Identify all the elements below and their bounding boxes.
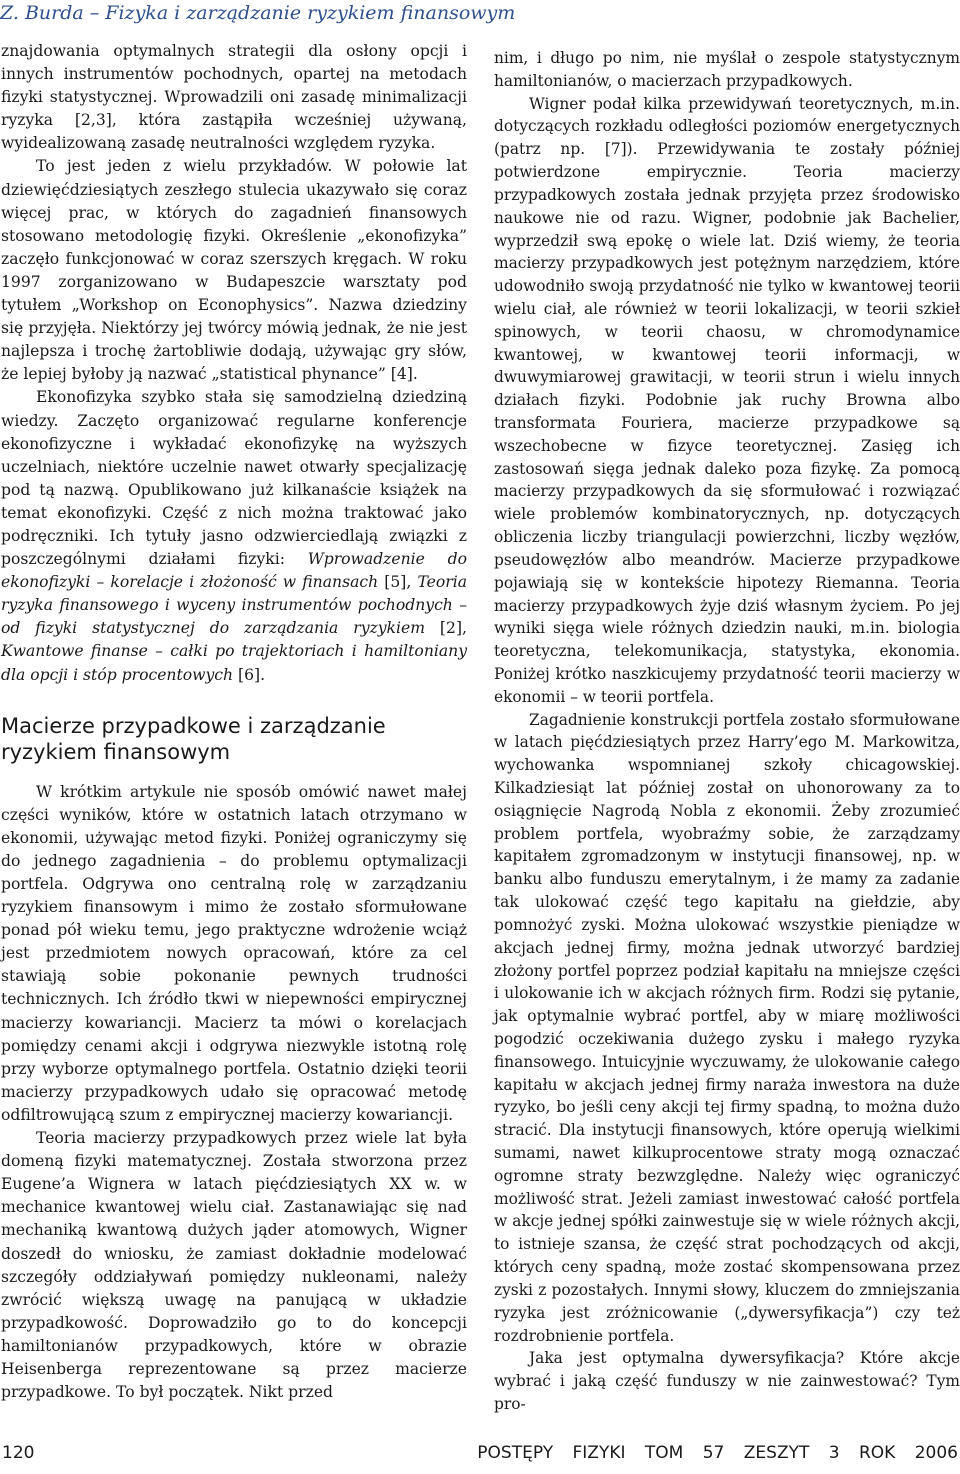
- paragraph: W krótkim artykule nie sposób omówić nawet małej części wyników, które w ostatnich latach otrzymano w ekonomii, używając metod fizyki. Poniżej ograniczymy się do jednego zagadnienia – do problemu optymalizacji portfela. Odgrywa ono centralną rolę w zarządzaniu ryzykiem finansowym i mimo że zostało sformułowane ponad pół wieku temu, jego praktyczne wdrożenie wciąż jest przedmiotem nowych opracowań, które za cel stawiają sobie pokonanie pewnych trudności technicznych. Ich źródło tkwi w niepewności empirycznej macierzy kowariancji. Macierz ta mówi o korelacjach pomiędzy cenami akcji i odgrywa niezwykle istotną rolę przy wyborze optymalnego portfela. Ostatnio dzięki teorii macierzy przypadkowych udało się opracować metodę odfiltrowującą szum z empirycznej macierzy kowariancji.: [1, 782, 467, 1124]
- left-column: [1, 40, 467, 1404]
- paragraph: Wigner podał kilka przewidywań teoretycznych, m.in. dotyczących rozkładu odległości poziomów energetycznych (patrz np. [7]). Przewidywania te zostały później potwierdzone empirycznie. Teoria macierzy przypadkowych została jednak przyjęta przez środowisko naukowe nie od razu. Wigner, podobnie jak Bachelier, wyprzedził swą epokę o wiele lat. Dziś wiemy, że teoria macierzy przypadkowych jest potężnym narzędziem, które udowodniło swoją przydatność nie tylko w kwantowej teorii wielu ciał, ale również w teorii lokalizacji, w teorii szkieł spinowych, w teorii chaosu, w chromodynamice kwantowej, w kwantowej teorii informacji, w dwuwymiarowej grawitacji, w teorii strun i wielu innych działach fizyki. Podobnie jak ruchy Browna albo transformata Fouriera, macierze przypadkowe są wszechobecne w fizyce teoretycznej. Zasięg ich zastosowań sięga jednak daleko poza fizykę. Za pomocą macierzy przypadkowych da się sformułować i rozwiązać wiele problemów kombinatorycznych, np. dotyczących obliczenia liczby triangulacji powierzchni, liczby węzłów, pseudowęzłów albo meandrów. Macierze przypadkowe pojawiają się w kontekście hipotezy Riemanna. Teoria macierzy przypadkowych żyje dziś własnym życiem. Po jej wyniki sięga wiele różnych dziedzin nauki, m.in. biologia teoretyczna, telekomunikacja, statystyka, ekonomia. Poniżej krótko naszkicujemy przydatność teorii macierzy w ekonomii – w teorii portfela.: [494, 94, 960, 706]
- page-footer: [0, 1443, 960, 1473]
- paragraph: Zagadnienie konstrukcji portfela zostało sformułowane w latach pięćdziesiątych przez Harry’ego M. Markowitza, wychowanka wspomnianej szkoły chicagowskiej. Kilkadziesiąt lat później został on uhonorowany za to osiągnięcie Nagrodą Nobla z ekonomii. Żeby zrozumieć problem portfela, wyobraźmy sobie, że zarządzamy kapitałem zgromadzonym w instytucji finansowej, np. w banku albo funduszu emerytalnym, i że mamy za zadanie tak ulokować część tego kapitału na giełdzie, aby pomnożyć zyski. Można ulokować wszystkie pieniądze w akcjach jednej firmy, można jednak utworzyć bardziej złożony portfel poprzez podział kapitału na mniejsze części i ulokowanie ich w akcjach różnych firm. Rodzi się pytanie, jak optymalnie wybrać portfel, aby w miarę możliwości pogodzić oczekiwania dużego zysku i małego ryzyka finansowego. Intuicyjnie wyczuwamy, że ulokowanie całego kapitału w akcjach jednej firmy naraża inwestora na duże ryzyko, bo jeśli ceny akcji tej firmy spadną, to można dużo stracić. Dla instytucji finansowych, które operują wielkimi sumami, nawet kilkuprocentowe straty mogą oznaczać ogromne straty bezwzględne. Należy więc ograniczyć możliwość strat. Jeżeli zamiast inwestować całość portfela w akcje jednej spółki zainwestuje się w wiele różnych akcji, to istnieje szansa, że część strat pochodzących od akcji, których ceny spadną, może zostać skompensowana przez zyski z pozostałych. Innymi słowy, kluczem do zmniejszania ryzyka jest zróżnicowanie („dywersyfikacja”) czy też rozdrobnienie portfela.: [494, 710, 960, 1345]
- paragraph: Teoria macierzy przypadkowych przez wiele lat była domeną fizyki matematycznej. Została stworzona przez Eugene’a Wignera w latach pięćdziesiątych XX w. w mechanice kwantowej wielu ciał. Zastanawiając się nad mechaniką kwantową dużych jąder atomowych, Wigner doszedł do wniosku, że zamiast dokładnie modelować szczegóły oddziaływań pomiędzy nukleonami, należy zwrócić większą uwagę na panującą w układzie przypadkowość. Doprowadziło go to do koncepcji hamiltonianów przypadkowych, które w obrazie Heisenberga reprezentowane są przez macierze przypadkowe. To był początek. Nikt przed: [1, 1129, 467, 1402]
- paragraph-text: Ekonofizyka szybko stała się samodzielną dziedziną wiedzy. Zaczęto organizować regularne konferencje ekonofizyczne i wykładać ekonofizykę na wyższych uczelniach, niektóre uczelnie nawet otwarły specjalizację pod tą nazwą. Opublikowano już kilkanaście książek na temat ekonofizyki. Część z nich można traktować jako podręczniki. Ich tytuły jasno odzwierciedlają związki z poszczególnymi działami fizyki:: [1, 388, 467, 569]
- paragraph: To jest jeden z wielu przykładów. W połowie lat dziewięćdziesiątych zeszłego stulecia ukazywało się coraz więcej prac, w których do zagadnień finansowych stosowano metodologię fizyki. Określenie „ekonofizyka” zaczęło funkcjonować w coraz szerszych kręgach. W roku 1997 zorganizowano w Budapeszcie warsztaty pod tytułem „Workshop on Econophysics”. Nazwa dziedziny się przyjęła. Niektórzy jej twórcy mówią jednak, że nie jest najlepsza i trochę żartobliwie dodają, używając gry słów, że lepiej byłoby ją nazwać „statistical phynance” [4].: [1, 157, 467, 384]
- paragraph: Jaka jest optymalna dywersyfikacja? Które akcje wybrać i jaką część funduszy w nie zainwestować? Tym pro-: [494, 1349, 960, 1413]
- book-title: Kwantowe finanse – całki po trajektoriach i hamiltoniany dla opcji i stóp procentowych: [1, 642, 467, 684]
- citation: [5],: [378, 573, 418, 592]
- paragraph: nim, i długo po nim, nie myślał o zespole statystycznym hamiltonianów, o macierzach przypadkowych.: [494, 49, 960, 90]
- book-title: Wprowadzenie do ekonofizyki – korelacje i złożoność w finansach: [1, 550, 467, 592]
- running-head: Z. Burda – Fizyka i zarządzanie ryzykiem finansowym: [0, 2, 516, 24]
- paragraph-book-list: [1, 386, 467, 686]
- section-heading: Macierze przypadkowe i zarządzanie ryzykiem finansowym: [1, 713, 386, 764]
- right-column: [494, 47, 960, 1416]
- page-number: 120: [2, 1443, 35, 1463]
- citation: [2],: [425, 619, 467, 638]
- paragraph: znajdowania optymalnych strategii dla osłony opcji i innych instrumentów pochodnych, opartej na metodach fizyki statystycznej. Wprowadzili oni zasadę minimalizacji ryzyka [2,3], która zastąpiła wcześniej używaną, wyidealizowaną zasadę neutralności względem ryzyka.: [1, 42, 467, 153]
- book-title: Teoria ryzyka finansowego i wyceny instrumentów pochodnych – od fizyki statystycznej do zarządzania ryzykiem: [1, 573, 468, 638]
- citation: [6].: [233, 665, 266, 684]
- journal-info: POSTĘPY FIZYKI TOM 57 ZESZYT 3 ROK 2006: [477, 1443, 958, 1463]
